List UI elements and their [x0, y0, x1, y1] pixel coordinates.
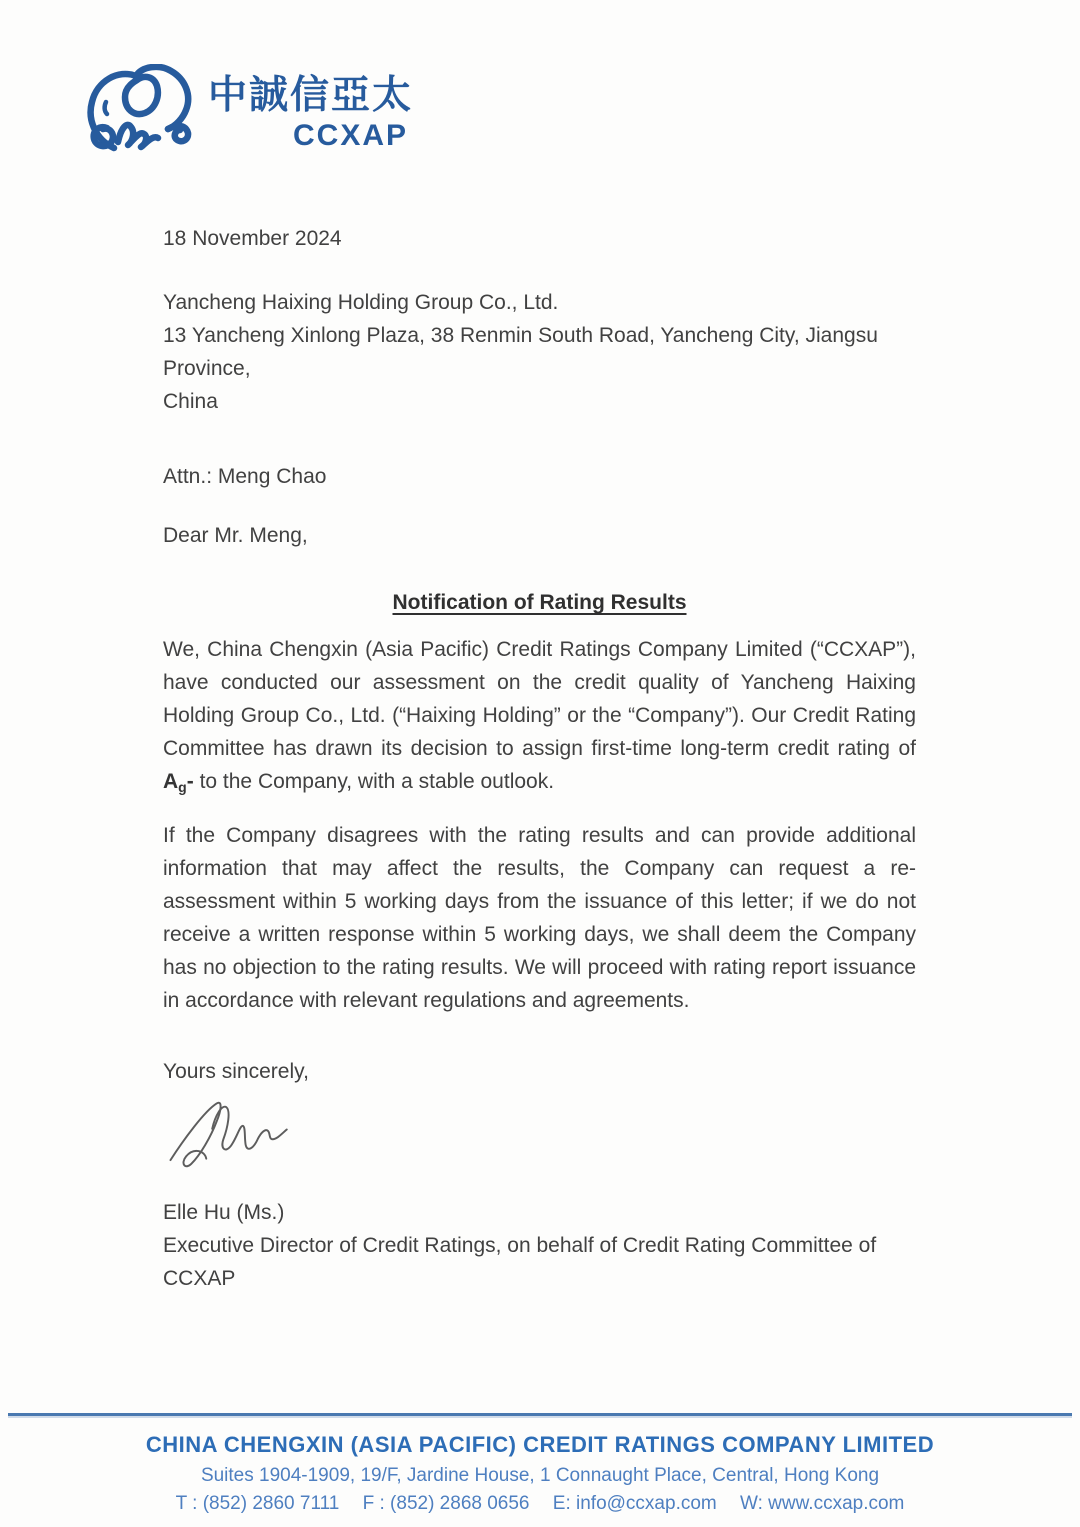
letter-date: 18 November 2024	[163, 227, 342, 250]
footer-contacts	[0, 1493, 1080, 1515]
rating-letter: A	[163, 770, 179, 793]
recipient-address-line1: 13 Yancheng Xinlong Plaza, 38 Renmin South Road, Yancheng City, Jiangsu Province,	[163, 324, 878, 380]
recipient-company: Yancheng Haixing Holding Group Co., Ltd.	[163, 291, 559, 314]
credit-rating-value	[163, 770, 194, 793]
attention-line: Attn.: Meng Chao	[163, 465, 327, 488]
paragraph1-text-start: We, China Chengxin (Asia Pacific) Credit Ratings Company Limited (“CCXAP”), have conducted our assessment on the credit quality of Yancheng Haixing Holding Group Co., Ltd. (“Haixing Holding” or the “Company”). Our Credit Rating Committee has drawn its decision to assign first-time long-term credit rating of	[163, 638, 916, 760]
letter-content	[163, 222, 916, 1295]
closing-line: Yours sincerely,	[163, 1060, 309, 1083]
footer-telephone: T : (852) 2860 7111	[175, 1493, 340, 1514]
recipient-address-line2: China	[163, 390, 218, 413]
logo-latin-text: CCXAP	[292, 119, 408, 152]
signer-title: Executive Director of Credit Ratings, on behalf of Credit Rating Committee of CCXAP	[163, 1234, 877, 1290]
signer-name: Elle Hu (Ms.)	[163, 1201, 285, 1224]
ccxap-logo	[82, 64, 414, 166]
salutation: Dear Mr. Meng,	[163, 524, 308, 547]
footer-company-name: CHINA CHENGXIN (ASIA PACIFIC) CREDIT RATINGS COMPANY LIMITED	[145, 1432, 935, 1457]
body-paragraph-2: If the Company disagrees with the rating results and can provide additional information that may affect the results, the Company can request a re-assessment within 5 working days from the issuance of this letter; if we do not receive a written response within 5 working days, we shall deem the Company has no objection to the rating results. We will proceed with rating report issuance in accordance with relevant regulations and agreements.	[163, 824, 916, 1012]
footer-address: Suites 1904-1909, 19/F, Jardine House, 1 Connaught Place, Central, Hong Kong	[200, 1465, 880, 1486]
logo-chinese-text: 中誠信亞太	[208, 74, 414, 117]
recipient-block	[163, 286, 916, 418]
footer-website: W: www.ccxap.com	[740, 1493, 905, 1514]
letterhead-footer	[0, 1413, 1080, 1515]
logo-wordmark	[208, 64, 414, 152]
elephant-logo-icon	[82, 64, 198, 166]
footer-email: E: info@ccxap.com	[552, 1493, 717, 1514]
body-paragraph-1	[163, 633, 916, 798]
footer-divider	[8, 1413, 1072, 1416]
paragraph1-text-end: to the Company, with a stable outlook.	[193, 770, 555, 793]
footer-fax: F : (852) 2868 0656	[362, 1493, 530, 1514]
subject-heading: Notification of Rating Results	[392, 591, 687, 614]
handwritten-signature	[163, 1096, 357, 1178]
rating-modifier: -	[186, 770, 194, 793]
rating-subscript: g	[178, 779, 187, 795]
